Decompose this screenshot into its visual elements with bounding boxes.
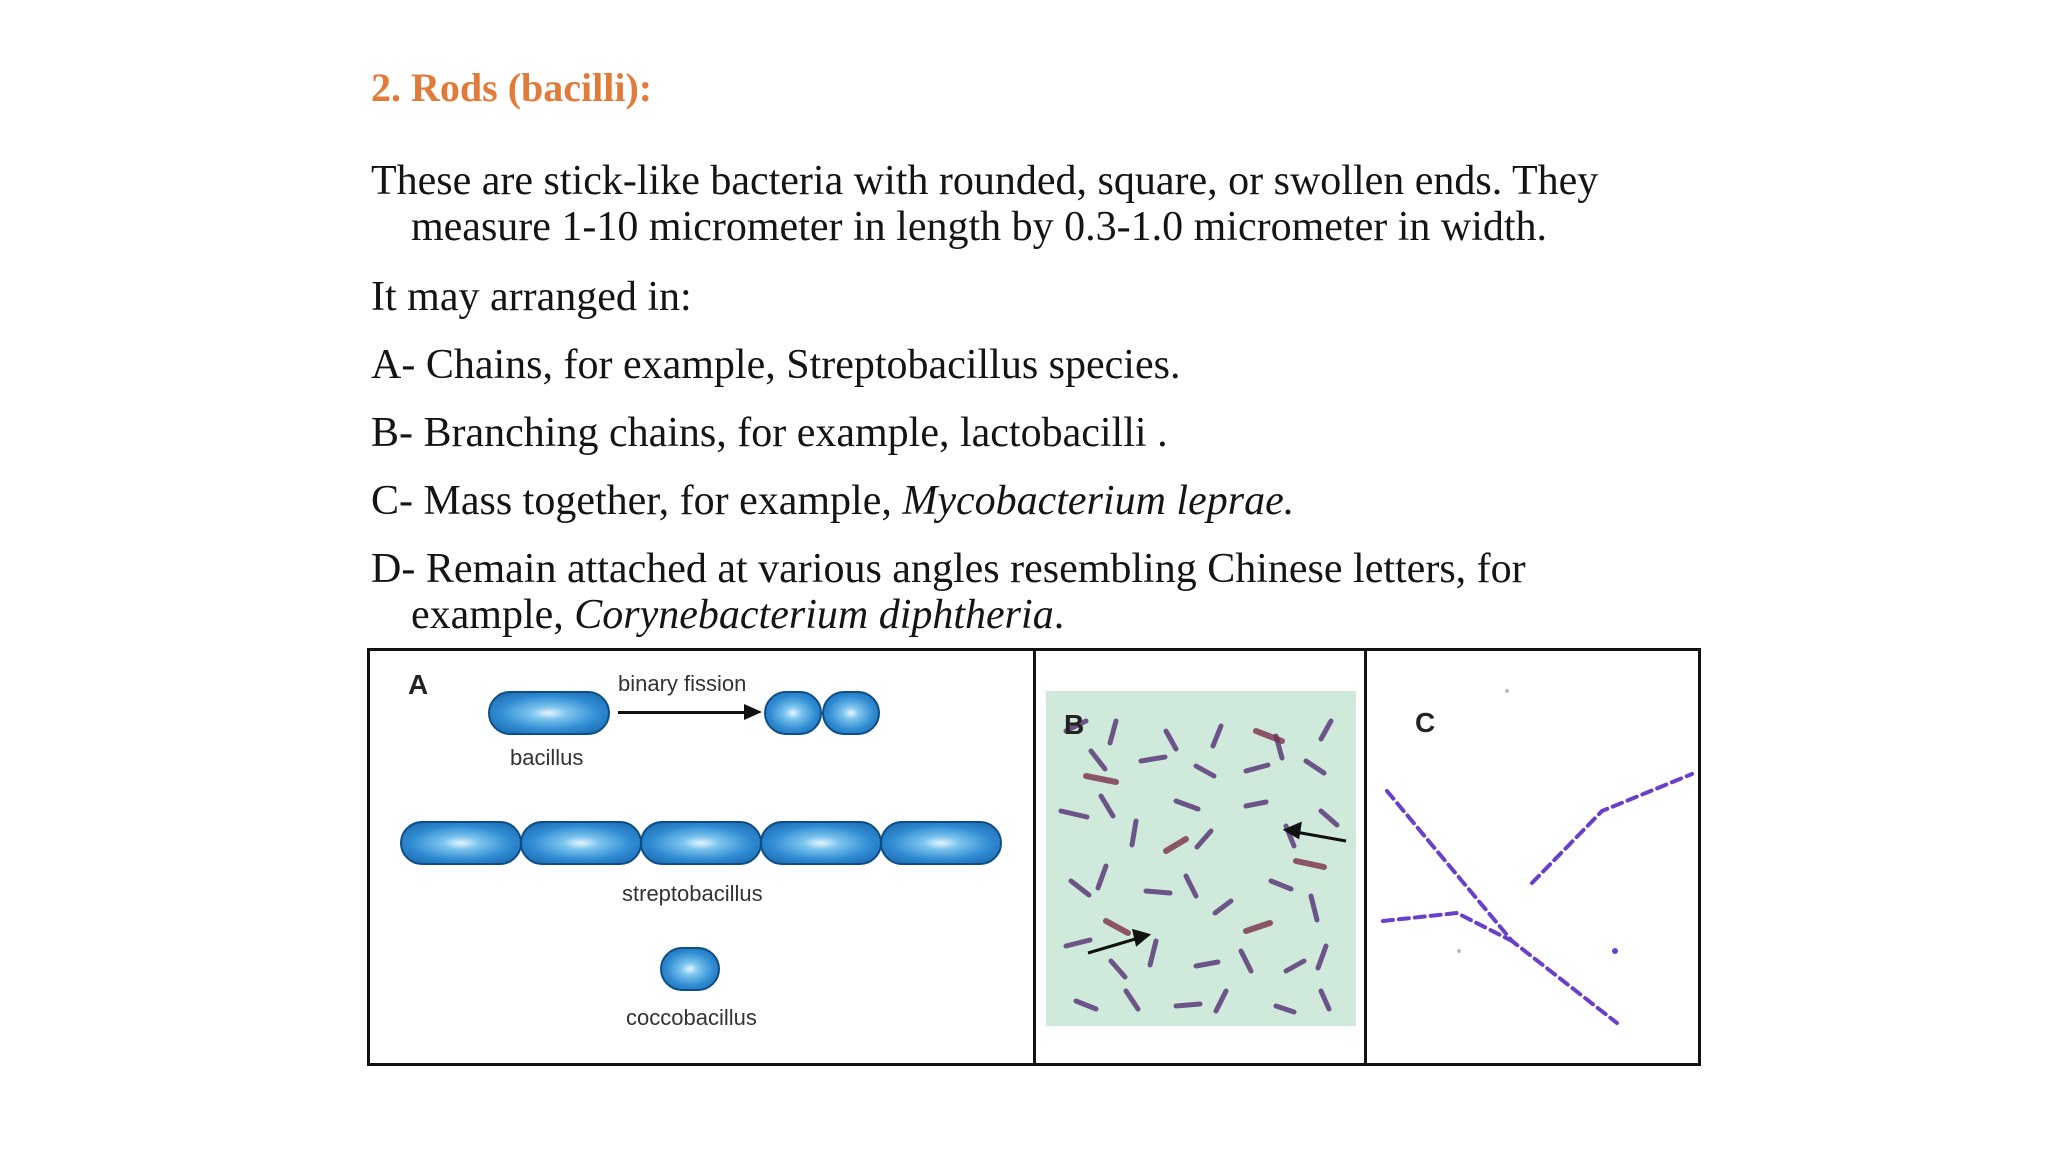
item-d-species: Corynebacterium diphtheria [574, 592, 1054, 638]
strepto-rod-4 [760, 821, 882, 865]
arranged-intro: It may arranged in: [371, 274, 692, 320]
binary-fission-arrowhead [744, 704, 762, 720]
item-d [371, 546, 1526, 638]
item-d-text: example, [411, 592, 575, 638]
coccobacillus-label: coccobacillus [626, 1005, 757, 1030]
panel-a [370, 651, 1033, 1063]
panel-c-svg [1367, 651, 1698, 1063]
item-d-end: . [1053, 592, 1065, 638]
binary-fission-arrow-line [618, 711, 748, 714]
streptobacillus-label: streptobacillus [622, 881, 763, 906]
micrograph-b-svg [1046, 691, 1356, 1026]
binary-fission-label: binary fission [618, 671, 747, 696]
intro-paragraph [371, 158, 1598, 250]
daughter-cell-2 [822, 691, 880, 735]
strepto-rod-1 [400, 821, 522, 865]
strepto-rod-5 [880, 821, 1002, 865]
bacillus-label: bacillus [510, 745, 584, 770]
panel-a-letter: A [408, 669, 429, 700]
c-dot-2 [1505, 689, 1509, 693]
item-b: B- Branching chains, for example, lactobacilli . [371, 410, 1168, 456]
c-dot-3 [1457, 949, 1461, 953]
panel-b [1036, 651, 1364, 1063]
daughter-cell-1 [764, 691, 822, 735]
panel-b-letter: B [1064, 709, 1085, 740]
item-a: A- Chains, for example, Streptobacillus species. [371, 342, 1181, 388]
bacillus-rod [488, 691, 610, 735]
strepto-rod-2 [520, 821, 642, 865]
strepto-rod-3 [640, 821, 762, 865]
micrograph-b [1046, 691, 1356, 1026]
panel-c-letter: C [1415, 707, 1436, 738]
intro-line-1: These are stick-like bacteria with rounded, square, or swollen ends. They [371, 158, 1599, 204]
item-c [371, 478, 1294, 524]
c-dot-1 [1612, 948, 1618, 954]
c-chain-1 [1387, 791, 1617, 1023]
section-heading: 2. Rods (bacilli): [371, 65, 653, 110]
item-d-line-2 [371, 592, 1526, 638]
item-c-species: Mycobacterium leprae. [902, 478, 1295, 524]
panel-c [1367, 651, 1698, 1063]
intro-line-2: measure 1-10 micrometer in length by 0.3-1.0 micrometer in width. [411, 204, 1548, 250]
coccobacillus-rod [660, 947, 720, 991]
item-c-text: C- Mass together, for example, [371, 478, 903, 524]
c-chain-2 [1532, 774, 1692, 883]
bacilli-figure [367, 648, 1701, 1066]
micrograph-arrow-2 [1088, 937, 1142, 953]
item-d-line-1: D- Remain attached at various angles resembling Chinese letters, for [371, 546, 1526, 592]
